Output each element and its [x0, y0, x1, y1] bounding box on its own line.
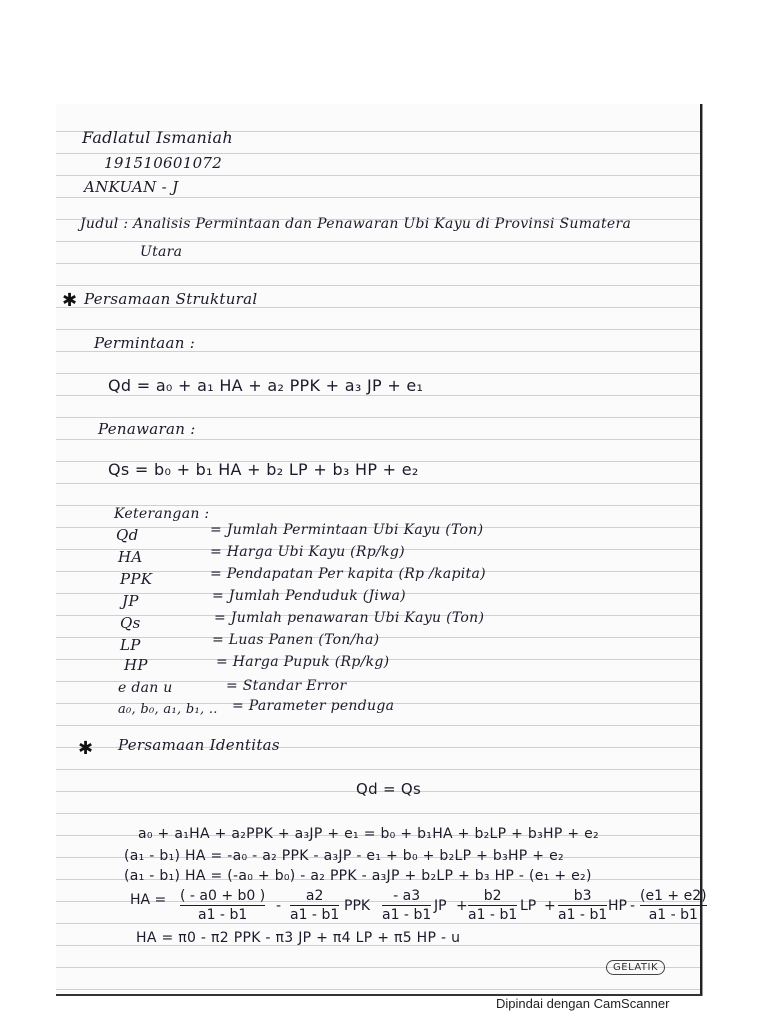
class-label: ANKUAN - J	[84, 178, 179, 196]
variable-label: HP	[608, 898, 627, 914]
title-line-1: Judul : Analisis Permintaan dan Penawaran Ubi Kayu di Provinsi Sumatera	[80, 216, 632, 232]
legend-symbol: LP	[120, 636, 141, 654]
legend-description: = Luas Panen (Ton/ha)	[212, 632, 380, 648]
fraction-numerator: b2	[483, 888, 502, 904]
fraction-bar	[180, 905, 265, 906]
fraction-bar	[558, 905, 607, 906]
legend-description: = Jumlah penawaran Ubi Kayu (Ton)	[214, 610, 485, 626]
legend-description: = Standar Error	[226, 678, 347, 694]
bullet-star-icon: ✱	[62, 290, 78, 311]
legend-symbol: e dan u	[118, 680, 173, 696]
legend-description: = Harga Pupuk (Rp/kg)	[216, 654, 390, 670]
legend-symbol: Qd	[116, 526, 139, 544]
fraction-numerator: a2	[305, 888, 324, 904]
final-equation: HA = π0 - π2 PPK - π3 JP + π4 LP + π5 HP - u	[136, 930, 461, 946]
variable-label: JP	[434, 898, 447, 914]
notebook-brand-logo: GELATIK	[606, 960, 665, 975]
student-id: 191510601072	[104, 154, 223, 172]
legend-description: = Jumlah Permintaan Ubi Kayu (Ton)	[210, 522, 484, 538]
fraction-denominator: a1 - b1	[468, 907, 518, 923]
demand-label: Permintaan :	[94, 334, 196, 352]
legend-symbol: JP	[122, 592, 139, 610]
legend-symbol: HP	[124, 656, 148, 674]
fraction-denominator: a1 - b1	[290, 907, 340, 923]
fraction-lead: HA =	[130, 892, 167, 908]
fraction-denominator: a1 - b1	[198, 907, 248, 923]
fraction-term	[468, 888, 517, 923]
legend-description: = Pendapatan Per kapita (Rp /kapita)	[210, 566, 486, 582]
legend-symbol: HA	[118, 548, 143, 566]
title-line-2: Utara	[140, 244, 183, 260]
fraction-numerator: ( - a0 + b0 )	[180, 888, 266, 904]
identity-line-2: (a₁ - b₁) HA = -a₀ - a₂ PPK - a₃JP - e₁ + b₀ + b₂LP + b₃HP + e₂	[124, 848, 564, 864]
variable-label: PPK	[344, 898, 371, 914]
plus-sign: +	[456, 898, 468, 914]
identity-line-3: (a₁ - b₁) HA = (-a₀ + b₀) - a₂ PPK - a₃JP + b₂LP + b₃ HP - (e₁ + e₂)	[124, 868, 592, 884]
fraction-term	[382, 888, 431, 923]
variable-label: LP	[520, 898, 537, 914]
bullet-star-icon: ✱	[78, 738, 94, 759]
fraction-term	[558, 888, 607, 923]
fraction-numerator: b3	[573, 888, 592, 904]
fraction-term	[290, 888, 339, 923]
fraction-denominator: a1 - b1	[382, 907, 432, 923]
fraction-bar	[382, 905, 431, 906]
fraction-numerator: (e1 + e2)	[640, 888, 707, 904]
supply-label: Penawaran :	[98, 420, 196, 438]
fraction-numerator: - a3	[393, 888, 421, 904]
structural-heading: Persamaan Struktural	[84, 290, 258, 308]
scanner-watermark: Dipindai dengan CamScanner	[496, 996, 670, 1011]
legend-symbol: PPK	[120, 570, 153, 588]
legend-description: = Parameter penduga	[232, 698, 395, 714]
identity-equation: Qd = Qs	[356, 780, 422, 798]
student-name: Fadlatul Ismaniah	[82, 128, 233, 147]
fraction-denominator: a1 - b1	[558, 907, 608, 923]
fraction-bar	[640, 905, 707, 906]
legend-symbol: Qs	[120, 614, 141, 632]
fraction-denominator: a1 - b1	[648, 907, 698, 923]
legend-description: = Harga Ubi Kayu (Rp/kg)	[210, 544, 405, 560]
fraction-bar	[290, 905, 339, 906]
demand-equation: Qd = a₀ + a₁ HA + a₂ PPK + a₃ JP + e₁	[108, 376, 424, 395]
minus-sign: -	[630, 898, 636, 914]
fraction-term	[180, 888, 265, 923]
identity-heading: Persamaan Identitas	[118, 736, 280, 754]
fraction-bar	[468, 905, 517, 906]
plus-sign: +	[544, 898, 556, 914]
fraction-term	[622, 888, 707, 923]
legend-description: = Jumlah Penduduk (Jiwa)	[212, 588, 406, 604]
legend-heading: Keterangan :	[114, 506, 210, 522]
supply-equation: Qs = b₀ + b₁ HA + b₂ LP + b₃ HP + e₂	[108, 460, 419, 479]
legend-symbol: a₀, b₀, a₁, b₁, ..	[118, 702, 218, 717]
identity-line-1: a₀ + a₁HA + a₂PPK + a₃JP + e₁ = b₀ + b₁HA + b₂LP + b₃HP + e₂	[138, 826, 599, 842]
minus-sign: -	[276, 898, 282, 914]
